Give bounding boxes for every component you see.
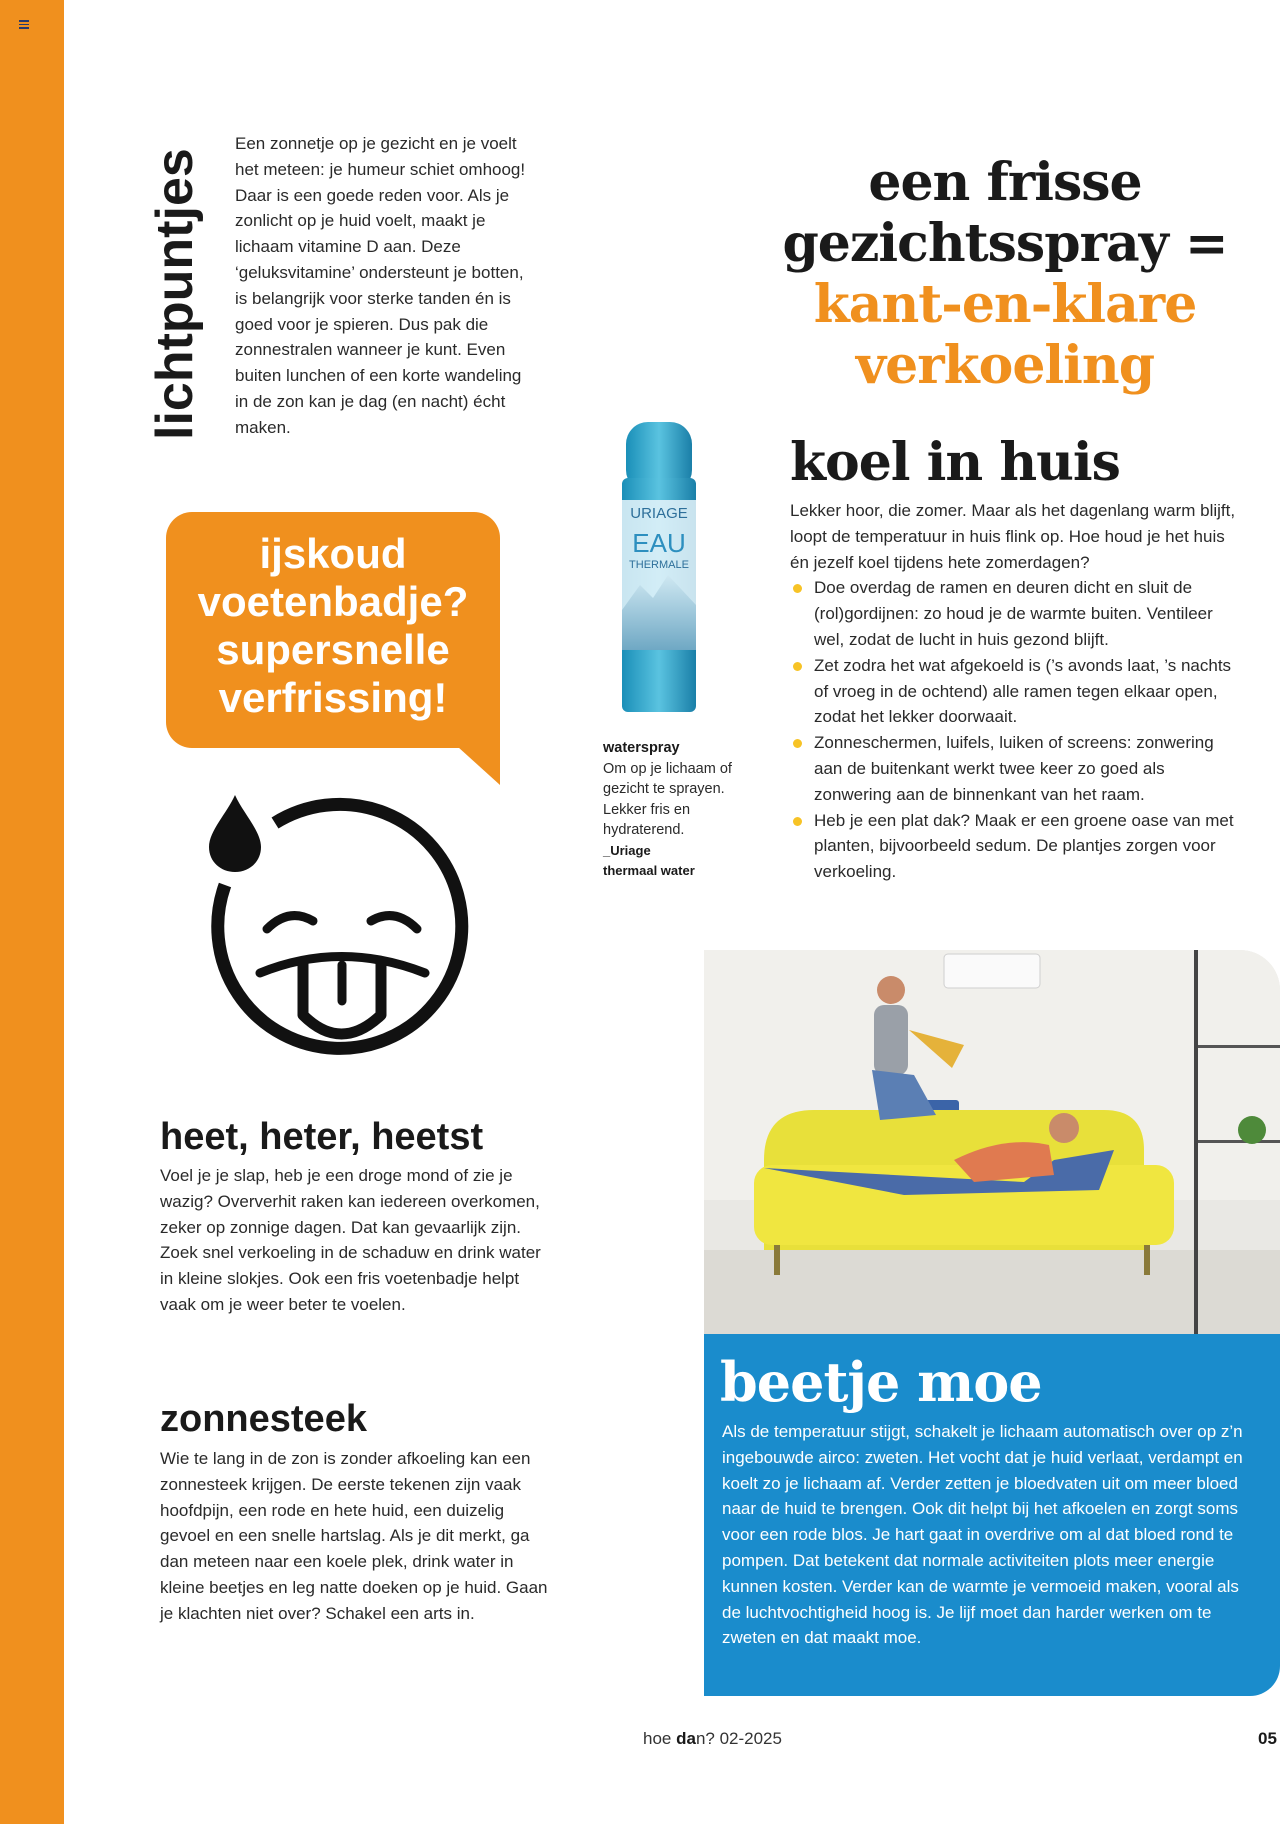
product-subname: THERMALE [629, 559, 689, 571]
heet-body: Voel je je slap, heb je een droge mond of zie je wazig? Oververhit raken kan iedereen overkomen, zeker op zonnige dagen. Dat kan gevaarlijk zijn. Zoek snel verkoeling in de schaduw en drink water in kleine slokjes. Ook een fris voetenbadje helpt vaak om je weer beter te voelen. [160, 1166, 541, 1314]
caption-title: waterspray [603, 740, 680, 756]
product-name: EAU [632, 528, 686, 558]
headline-line-accent: verkoeling [855, 335, 1155, 396]
moe-body: Als de temperatuur stijgt, schakelt je lichaam automatisch over op z’n ingebouwde airco: zweten. Het vocht dat je huid verlaat, verdampt en koelt zo je lichaam af. Verder zetten je bloedvaten uit om meer bloed naar de huid te brengen. Ook dit helpt bij het afkoelen en zorgt soms voor een rode blos. Je hart gaat in overdrive om al dat bloed rond te pompen. Dat betekent dat normale activiteiten plots meer energie kunnen kosten. Verder kan de warmte je vermoeid maken, vooral als de luchtvochtigheid hoog is. Je lijf moet dan harder werken om te zweten en dat maakt moe. [722, 1422, 1243, 1648]
koel-bullet: Heb je een plat dak? Maak er een groene oase van met planten, bijvoorbeeld sedum. De plantjes zorgen voor verkoeling. [790, 808, 1240, 885]
speech-bubble-tail [458, 747, 500, 785]
caption-brand: _Uriage [603, 842, 651, 858]
koel-intro: Lekker hoor, die zomer. Maar als het dagenlang warm blijft, loopt de temperatuur in huis flink op. Hoe houd je het huis én jezelf koel tijdens hete zomerdagen? [790, 501, 1236, 572]
hot-face-emoji-icon [205, 795, 475, 1057]
headline [770, 152, 1240, 396]
speech-bubble-text [166, 530, 500, 722]
lichtpuntjes-body: Een zonnetje op je gezicht en je voelt het meteen: je humeur schiet omhoog! Daar is een goede reden voor. Als je zonlicht op je huid voelt, maakt je lichaam vitamine D aan. Deze ‘geluksvitamine’ ondersteunt je botten, is belangrijk voor sterke tanden én is goed voor je spieren. Dus pak die zonnestralen wanneer je kunt. Even buiten lunchen of een korte wandeling in de zon kan je dag (en nacht) écht maken. [235, 134, 526, 437]
footer-issue: 02-2025 [714, 1729, 782, 1748]
koel-bullet: Doe overdag de ramen en deuren dicht en sluit de (rol)gordijnen: zo houd je de warmte buiten. Ventileer wel, zodat de lucht in huis gezond blijft. [790, 575, 1240, 652]
spray-can-image [618, 420, 700, 715]
koel-bullet: Zonneschermen, luifels, luiken of screens: zonwering aan de buitenkant werkt twee keer zo goed als zonwering aan de binnenkant van het raam. [790, 730, 1240, 807]
caption-brand-sub: thermaal water [603, 863, 695, 878]
product-brand: URIAGE [630, 505, 688, 522]
page-number: 05 [1258, 1729, 1277, 1748]
couch-photo [704, 950, 1280, 1334]
orange-sidebar [0, 0, 64, 1824]
bubble-line: ijskoud [259, 530, 407, 577]
footer-brand-pre: hoe [643, 1729, 677, 1748]
caption-body: Om op je lichaam of gezicht te sprayen. Lekker fris en hydraterend. [603, 760, 732, 838]
footer-brand [643, 1729, 782, 1749]
footer-brand-post: n? [695, 1729, 715, 1748]
zonnesteek-title: zonnesteek [160, 1398, 367, 1440]
heet-title: heet, heter, heetst [160, 1116, 484, 1158]
product-caption [603, 738, 753, 882]
headline-line: een frisse [868, 152, 1142, 213]
zonnesteek-body: Wie te lang in de zon is zonder afkoeling kan een zonnesteek krijgen. De eerste tekenen zijn vaak hoofdpijn, een rode en hete huid, een duizelig gevoel en een snelle hartslag. Als je dit merkt, ga dan meteen naar een koele plek, drink water in kleine beetjes en leg natte doeken op je huid. Gaan je klachten niet over? Schakel een arts in. [160, 1449, 548, 1623]
bubble-line: voetenbadje? [197, 578, 469, 625]
koel-bullet-list [790, 575, 1240, 885]
koel-bullet: Zet zodra het wat afgekoeld is (’s avonds laat, ’s nachts of vroeg in de ochtend) alle ramen tegen elkaar open, zodat het lekker doorwaait. [790, 653, 1240, 730]
bubble-line: verfrissing! [218, 674, 448, 721]
menu-icon[interactable] [19, 20, 29, 28]
footer-brand-bold: da [676, 1729, 696, 1748]
moe-title: beetje moe [720, 1350, 1042, 1414]
bubble-line: supersnelle [216, 626, 450, 673]
koel-body [790, 498, 1240, 885]
headline-line: gezichtsspray = [782, 213, 1228, 274]
headline-line-accent: kant-en-klare [813, 274, 1197, 335]
lichtpuntjes-title: lichtpuntjes [146, 148, 204, 440]
koel-title: koel in huis [790, 432, 1120, 493]
